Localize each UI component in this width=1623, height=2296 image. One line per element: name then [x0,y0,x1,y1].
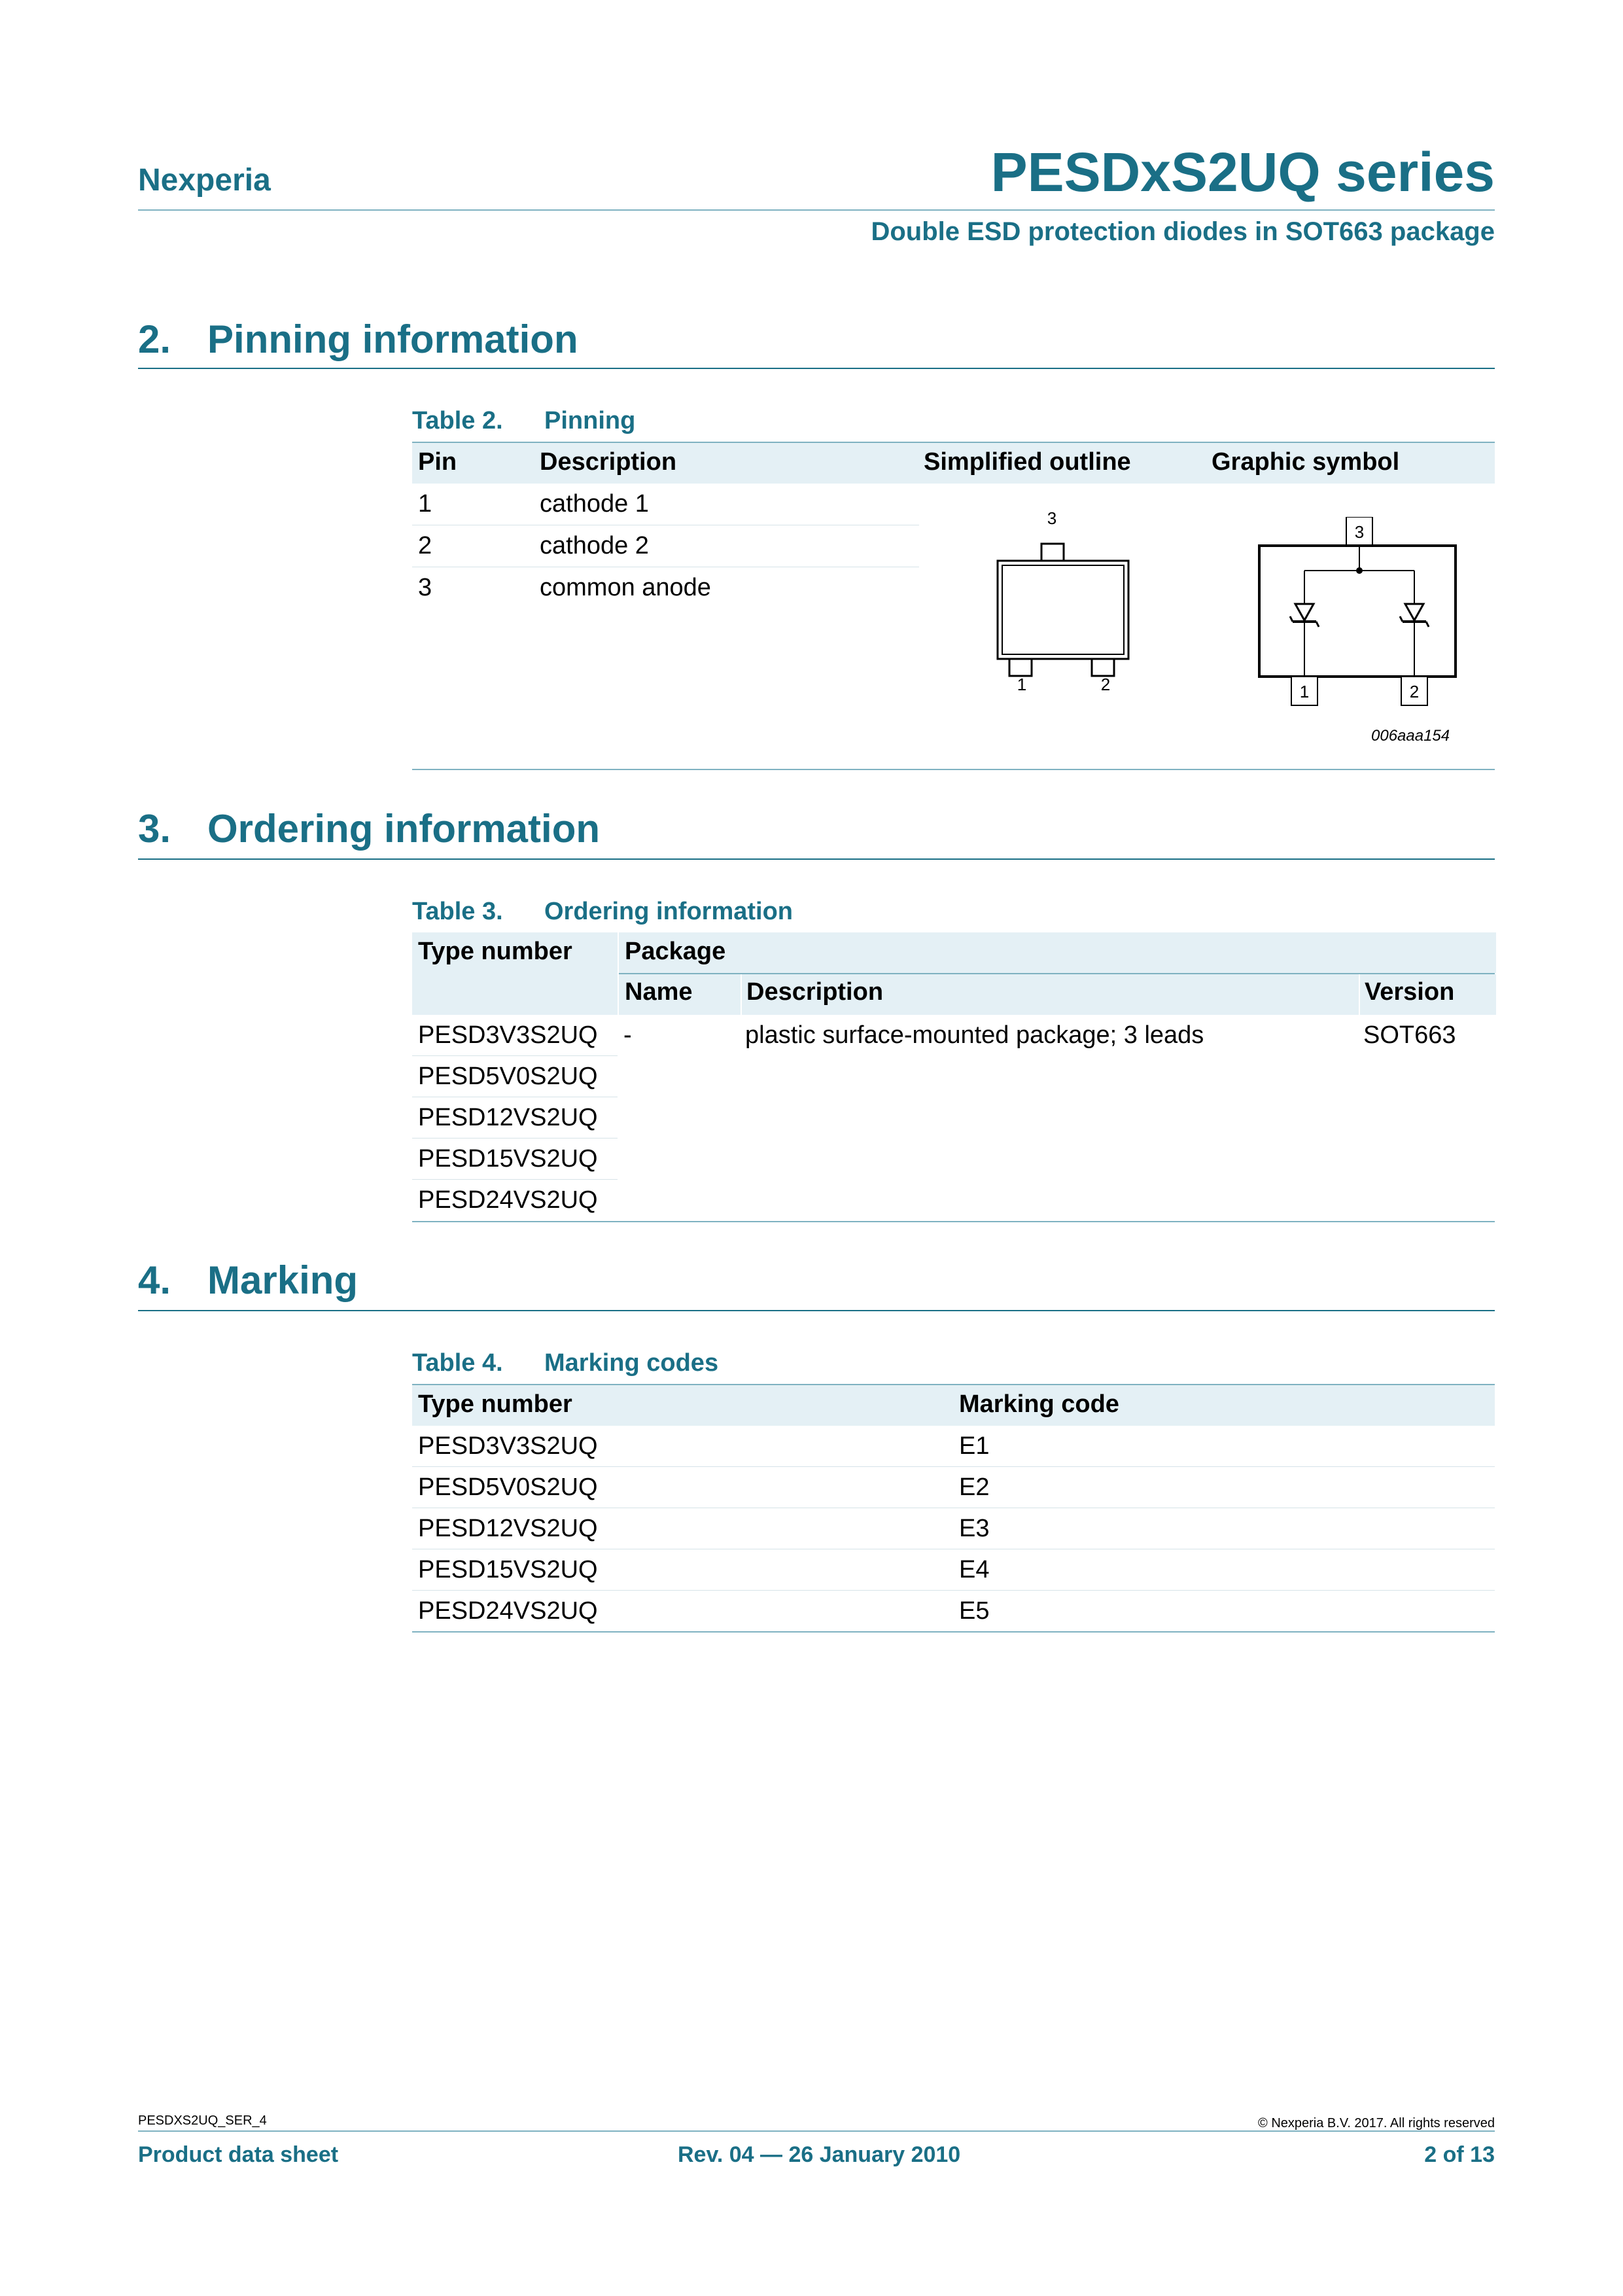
table-caption-text: Pinning [544,407,636,434]
table-row [412,567,919,609]
ordering-table [412,932,1495,1222]
marking-code: E2 [959,1474,990,1501]
table-caption-text: Marking codes [544,1349,719,1377]
symbol-pin-label-top: 3 [1354,522,1365,542]
table-label: Table 2. [412,407,503,434]
figure-code: 006aaa154 [1371,727,1450,745]
table-row: PESD15VS2UQ [412,1139,618,1180]
footer-doc-type: Product data sheet [138,2142,339,2167]
table4-caption [412,1349,718,1377]
brand-name: Nexperia [138,163,271,198]
table2-caption [412,407,635,435]
section-number: 4. [138,1258,171,1302]
table-row [412,1591,1495,1633]
section-title: Marking [207,1258,358,1302]
pin-number: 3 [418,574,432,601]
table-row [412,525,919,567]
footer-copyright: © Nexperia B.V. 2017. All rights reserved [1258,2116,1495,2130]
package-name: - [623,1021,632,1049]
table-bottom-rule [412,769,1495,770]
header-divider [138,209,1495,211]
type-number: PESD12VS2UQ [418,1515,598,1542]
table-row [412,1467,1495,1508]
table3-caption [412,898,793,926]
document-subtitle: Double ESD protection diodes in SOT663 package [871,217,1495,246]
table-row [412,1549,1495,1591]
footer-page-number: 2 of 13 [1424,2142,1495,2167]
section-divider [138,368,1495,369]
marking-code: E5 [959,1597,990,1625]
pin-number: 1 [418,490,432,518]
col-header-type-number: Type number [418,1390,572,1418]
outline-pin-label-right: 2 [1100,675,1111,690]
col-header-package: Package [618,932,1496,973]
section-marking-heading [138,1258,358,1303]
marking-code: E3 [959,1515,990,1542]
pin-description: cathode 2 [540,532,649,559]
col-header-description: Description [540,448,677,476]
col-header-outline: Simplified outline [924,448,1131,476]
marking-code: E1 [959,1432,990,1460]
section-divider [138,1310,1495,1311]
table-caption-text: Ordering information [544,898,793,925]
col-header-name: Name [618,974,742,1015]
marking-code: E4 [959,1556,990,1583]
type-number: PESD24VS2UQ [418,1597,598,1625]
pinning-table-header [412,442,1495,484]
section-number: 2. [138,317,171,361]
package-description: plastic surface-mounted package; 3 leads [745,1021,1204,1049]
table-row: PESD24VS2UQ [418,1186,598,1214]
footer-revision: Rev. 04 — 26 January 2010 [678,2142,961,2167]
footer-doc-id: PESDXS2UQ_SER_4 [138,2113,267,2128]
table-row [412,1426,1495,1467]
col-header-version: Version [1359,974,1496,1015]
symbol-pin-label-right: 2 [1409,682,1420,701]
type-number: PESD3V3S2UQ [418,1432,598,1460]
pinning-table [412,442,1495,745]
marking-table [412,1384,1495,1633]
table-row: PESD3V3S2UQ [412,1015,618,1056]
section-number: 3. [138,807,171,851]
col-header-type-number: Type number [412,932,618,1015]
section-title: Ordering information [207,807,600,851]
table-label: Table 3. [412,898,503,925]
section-title: Pinning information [207,317,578,361]
table-row: PESD5V0S2UQ [412,1056,618,1097]
pin-description: cathode 1 [540,490,649,518]
outline-pin-label-top: 3 [1047,508,1057,528]
package-version: SOT663 [1363,1021,1456,1049]
graphic-symbol-drawing [1249,517,1459,720]
section-ordering-heading [138,806,600,851]
type-number: PESD5V0S2UQ [418,1474,598,1501]
type-number: PESD15VS2UQ [418,1556,598,1583]
col-header-pin: Pin [418,448,457,476]
document-title: PESDxS2UQ series [990,141,1495,203]
table-row [412,484,919,525]
col-header-description: Description [741,974,1360,1015]
section-divider [138,858,1495,860]
outline-pin-label-left: 1 [1017,675,1027,690]
pin-description: common anode [540,574,711,601]
symbol-pin-label-left: 1 [1299,682,1310,701]
table-row [412,1508,1495,1549]
footer-divider [138,2130,1495,2132]
col-header-marking-code: Marking code [959,1390,1119,1418]
type-number-list [412,1015,618,1220]
table-bottom-rule [412,1221,1495,1222]
marking-table-header [412,1384,1495,1426]
pin-number: 2 [418,532,432,559]
simplified-outline-drawing [988,507,1145,690]
table-label: Table 4. [412,1349,503,1377]
col-header-symbol: Graphic symbol [1212,448,1400,476]
table-row: PESD12VS2UQ [412,1097,618,1139]
section-pinning-heading [138,317,578,362]
